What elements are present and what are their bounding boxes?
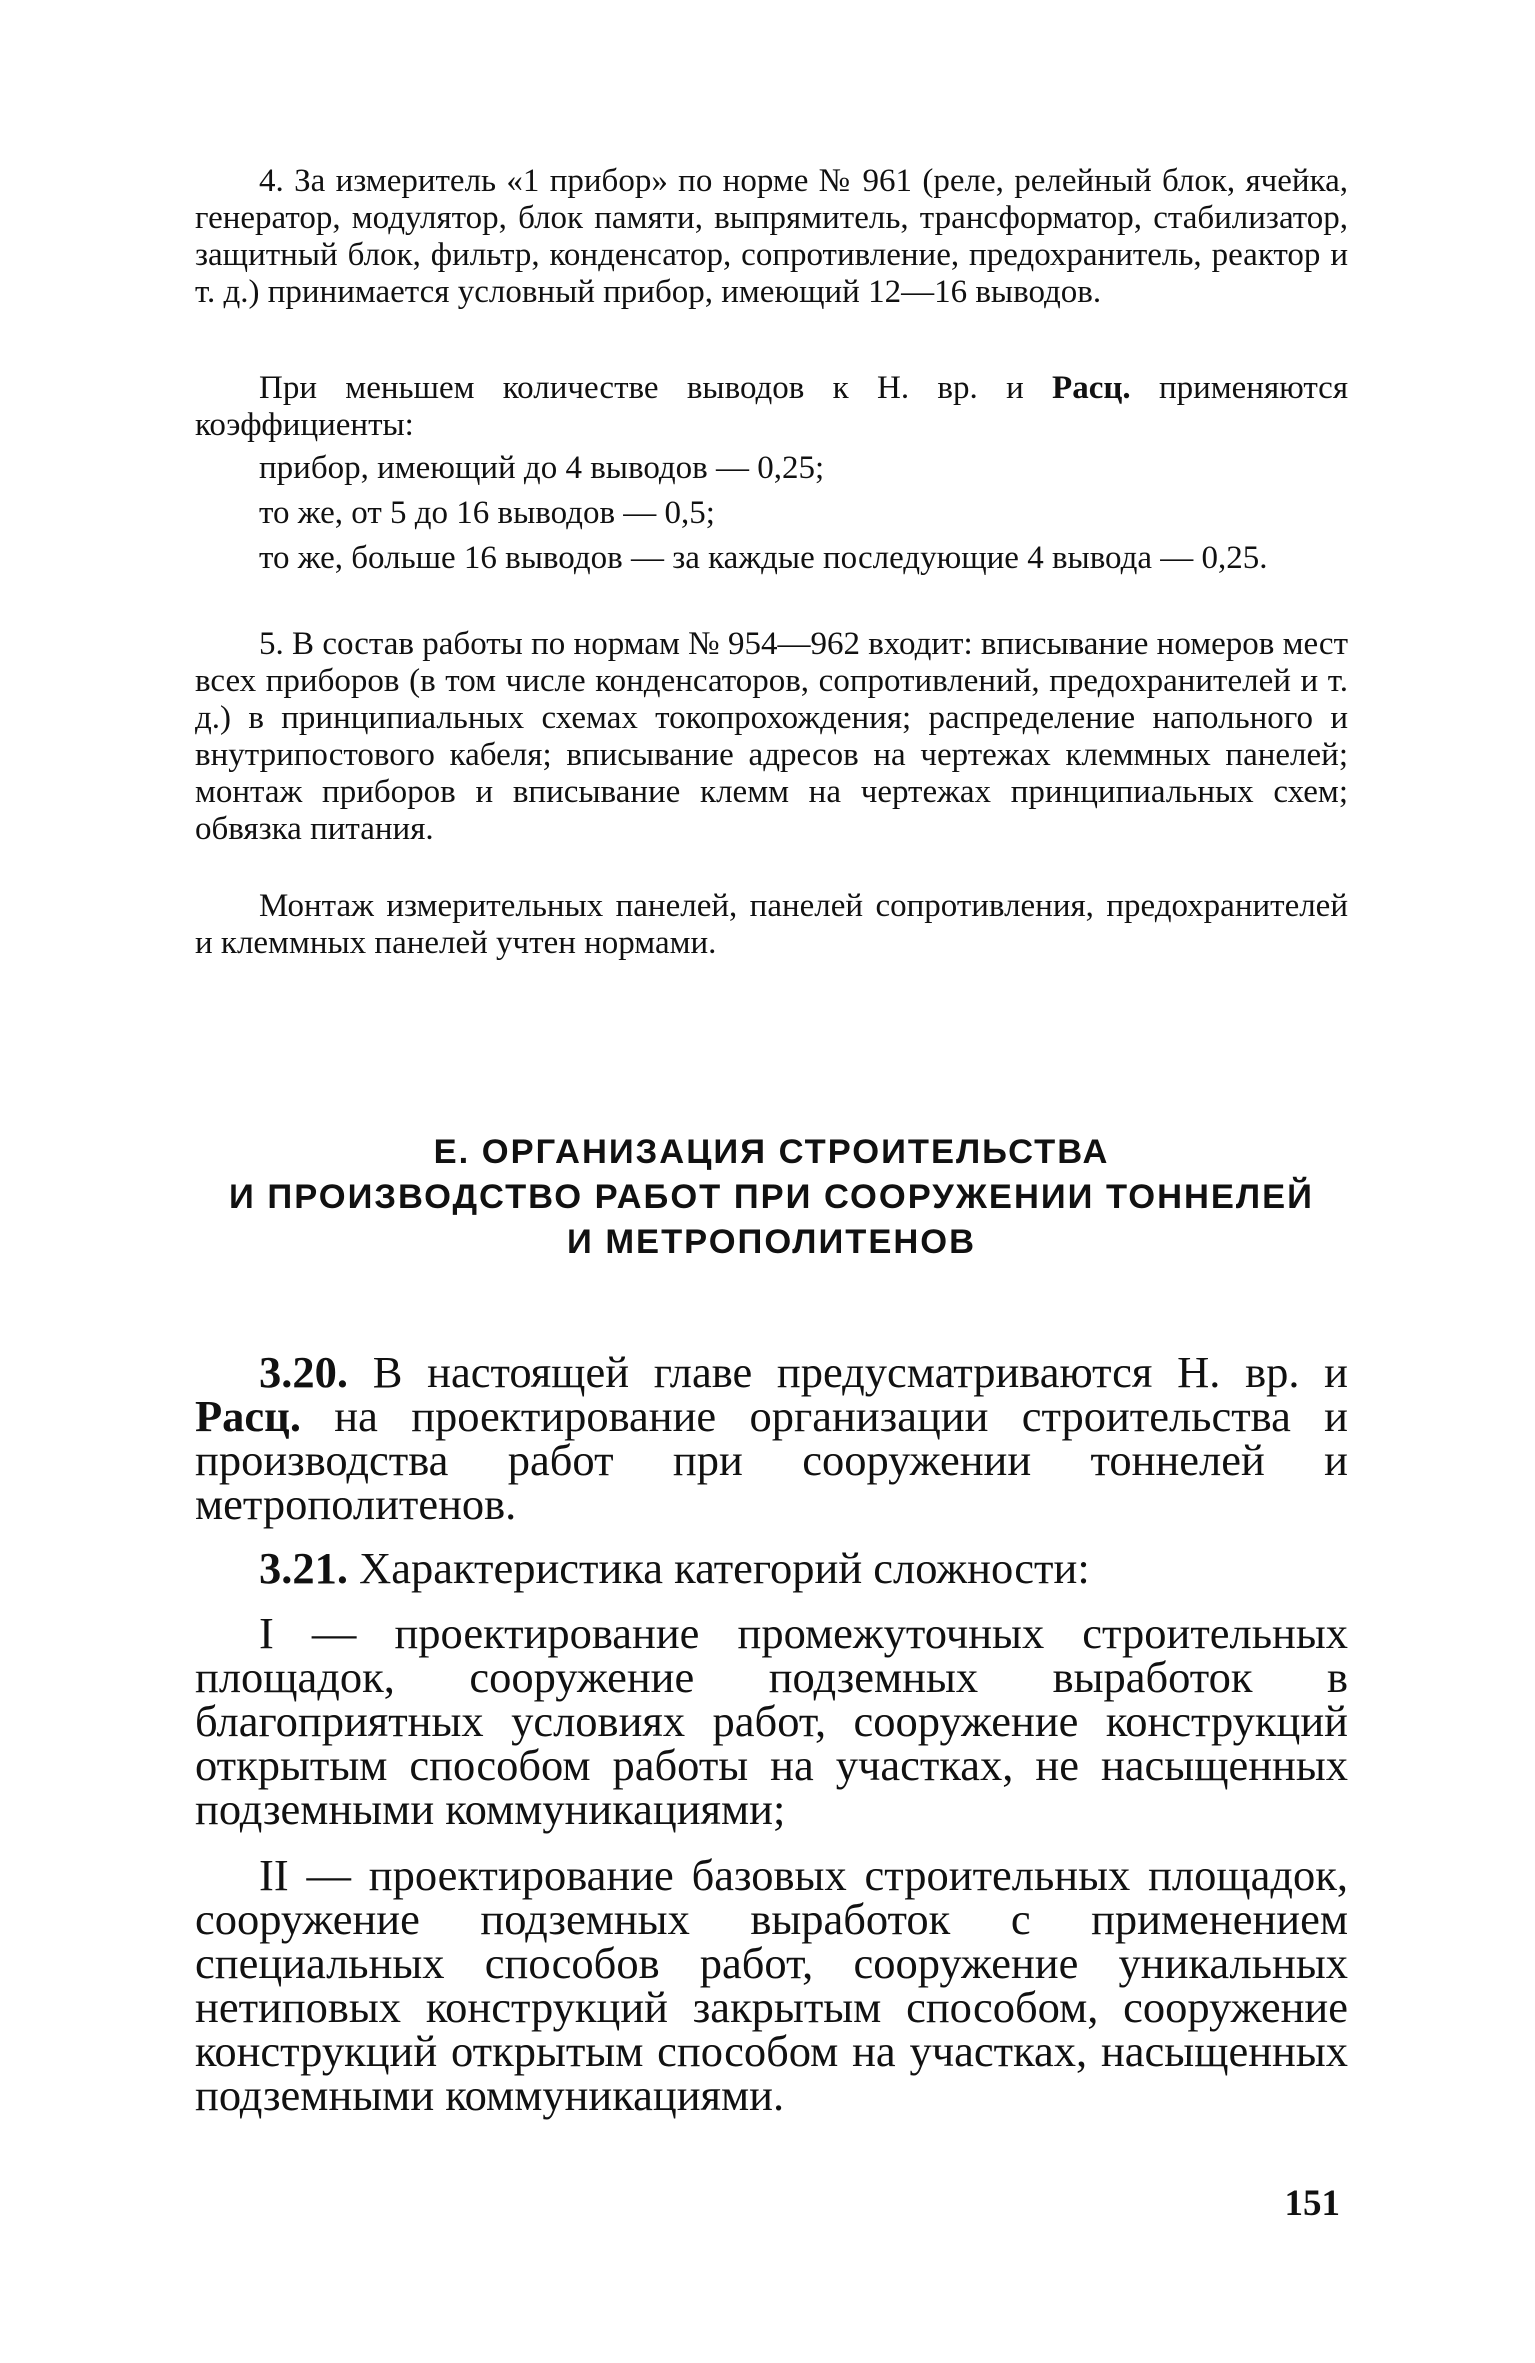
item-number: 5.	[259, 626, 284, 662]
item-text: За измеритель «1 прибор» по норме № 961 (реле, релейный блок, ячейка, генератор, модулятор, блок памяти, выпрямитель, трансформатор, стабилизатор, защитный блок, фильтр, конденсатор, сопротивление, предохранитель, реактор и т. д.) принимается условный прибор, имеющий 12—16 выводов.	[195, 163, 1348, 310]
intro-text: При меньшем количестве выводов к Н. вр. и	[259, 370, 1053, 406]
clause-text: В настоящей главе предусматриваются Н. вр. и	[348, 1347, 1348, 1397]
clause-text-end: на проектирование организации строительства и производства работ при сооружении тоннелей и метрополитенов.	[195, 1391, 1348, 1529]
coefficient-line-1: прибор, имеющий до 4 выводов — 0,25;	[259, 450, 825, 486]
item-number: 4.	[259, 163, 284, 199]
item-text: В состав работы по нормам № 954—962 входит: вписывание номеров мест всех приборов (в том числе конденсаторов, сопротивлений, предохранителей и т. д.) в принципиальных схемах токопрохождения; распределение напольного и внутрипостового кабеля; вписывание адресов на чертежах клеммных панелей; монтаж приборов и вписывание клемм на чертежах принципиальных схем; обвязка питания.	[195, 626, 1349, 847]
coefficient-line-3: то же, больше 16 выводов — за каждые последующие 4 вывода — 0,25.	[259, 540, 1268, 576]
section-heading-line: Е. ОРГАНИЗАЦИЯ СТРОИТЕЛЬСТВА	[433, 1133, 1110, 1171]
clause-text: Характеристика категорий сложности:	[348, 1543, 1090, 1593]
clause-3-21	[195, 1543, 1348, 1593]
category-2-description: II — проектирование базовых строительных площадок, сооружение подземных выработок с применением специальных способов работ, сооружение уникальных нетиповых конструкций закрытым способом, сооружение конструкций открытым способом на участках, насыщенных подземными коммуникациями.	[195, 1850, 1348, 2120]
rasc-abbrev: Расц.	[1052, 370, 1131, 406]
rasc-abbrev: Расц.	[195, 1391, 301, 1441]
paragraph-coefficients-intro	[195, 370, 1348, 444]
clause-3-20	[195, 1347, 1348, 1529]
coefficient-line-2: то же, от 5 до 16 выводов — 0,5;	[259, 495, 715, 531]
category-1-description: I — проектирование промежуточных строительных площадок, сооружение подземных выработок в благоприятных условиях работ, сооружение конструкций открытым способом работы на участках, не насыщенных подземными коммуникациями;	[195, 1608, 1348, 1834]
page-number: 151	[1284, 2183, 1340, 2224]
paragraph-mounting-note: Монтаж измерительных панелей, панелей сопротивления, предохранителей и клеммных панелей учтен нормами.	[195, 888, 1348, 961]
section-heading	[195, 1130, 1348, 1265]
clause-number: 3.20.	[259, 1347, 348, 1397]
paragraph-item-5	[195, 626, 1348, 848]
section-heading-line: И ПРОИЗВОДСТВО РАБОТ ПРИ СООРУЖЕНИИ ТОННЕЛЕЙ	[229, 1178, 1314, 1216]
clause-number: 3.21.	[259, 1543, 348, 1593]
intro-text-end: применяются коэффициенты:	[195, 370, 1348, 443]
section-heading-line: И МЕТРОПОЛИТЕНОВ	[566, 1223, 977, 1261]
paragraph-item-4	[195, 163, 1348, 311]
